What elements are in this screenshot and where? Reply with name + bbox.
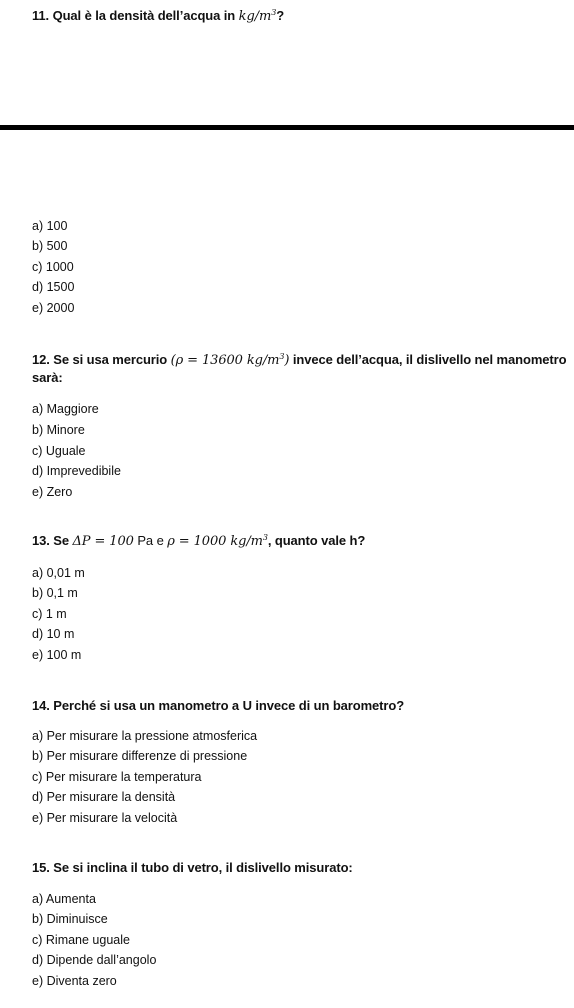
question-13-number: 13. [32, 533, 50, 548]
q14-option-c[interactable]: c) Per misurare la temperatura [32, 770, 202, 784]
question-15-text: Se si inclina il tubo di vetro, il dislivello misurato: [53, 860, 353, 875]
question-11-mark: ? [276, 8, 285, 23]
question-13-text-end: , quanto vale h? [267, 533, 366, 548]
question-13-text-start: Se [53, 533, 69, 548]
q15-option-d[interactable]: d) Dipende dall’angolo [32, 953, 157, 967]
q11-option-a[interactable]: a) 100 [32, 219, 68, 233]
q12-option-c[interactable]: c) Uguale [32, 444, 86, 458]
question-13 [32, 533, 365, 549]
question-11 [32, 8, 284, 24]
question-12-line2: sarà: [32, 370, 63, 385]
q12-option-a[interactable]: a) Maggiore [32, 402, 99, 416]
question-11-text: Qual è la densità dell’acqua in [52, 8, 236, 23]
question-15-number: 15. [32, 860, 50, 875]
q11-option-b[interactable]: b) 500 [32, 239, 68, 253]
question-12-text-end: invece dell’acqua, il dislivello nel manometro [292, 352, 567, 367]
q15-option-c[interactable]: c) Rimane uguale [32, 933, 130, 947]
q11-option-d[interactable]: d) 1500 [32, 280, 75, 294]
q14-option-b[interactable]: b) Per misurare differenze di pressione [32, 749, 248, 763]
q14-option-a[interactable]: a) Per misurare la pressione atmosferica [32, 729, 258, 743]
question-12-number: 12. [32, 352, 50, 367]
question-13-pressure-unit: Pa [137, 533, 154, 548]
question-12-text-start: Se si usa mercurio [53, 352, 168, 367]
q13-option-a[interactable]: a) 0,01 m [32, 566, 85, 580]
q14-option-d[interactable]: d) Per misurare la densità [32, 790, 176, 804]
question-14 [32, 698, 404, 713]
question-14-number: 14. [32, 698, 50, 713]
question-13-and: e [156, 533, 164, 548]
q13-option-e[interactable]: e) 100 m [32, 648, 82, 662]
q13-option-b[interactable]: b) 0,1 m [32, 586, 78, 600]
q13-option-c[interactable]: c) 1 m [32, 607, 67, 621]
q12-option-e[interactable]: e) Zero [32, 485, 73, 499]
q12-option-b[interactable]: b) Minore [32, 423, 85, 437]
q13-option-d[interactable]: d) 10 m [32, 627, 75, 641]
q12-option-d[interactable]: d) Imprevedibile [32, 464, 121, 478]
question-12 [32, 346, 574, 372]
q15-option-b[interactable]: b) Diminuisce [32, 912, 108, 926]
question-13-density: ρ = 1000 $kg/m^3$ [167, 533, 268, 549]
question-12-density: (ρ = 13600 $kg/m^3$) [170, 352, 290, 368]
q11-option-c[interactable]: c) 1000 [32, 260, 74, 274]
question-15 [32, 860, 353, 875]
page-divider [0, 125, 574, 130]
q15-option-a[interactable]: a) Aumenta [32, 892, 96, 906]
question-11-number: 11. [32, 8, 50, 23]
question-11-unit: $kg/m^3$ [238, 8, 277, 24]
q14-option-e[interactable]: e) Per misurare la velocità [32, 811, 178, 825]
q15-option-e[interactable]: e) Diventa zero [32, 974, 117, 988]
question-14-text: Perché si usa un manometro a U invece di un barometro? [53, 698, 405, 713]
question-13-pressure: ΔP = 100 [72, 534, 134, 549]
q11-option-e[interactable]: e) 2000 [32, 301, 75, 315]
